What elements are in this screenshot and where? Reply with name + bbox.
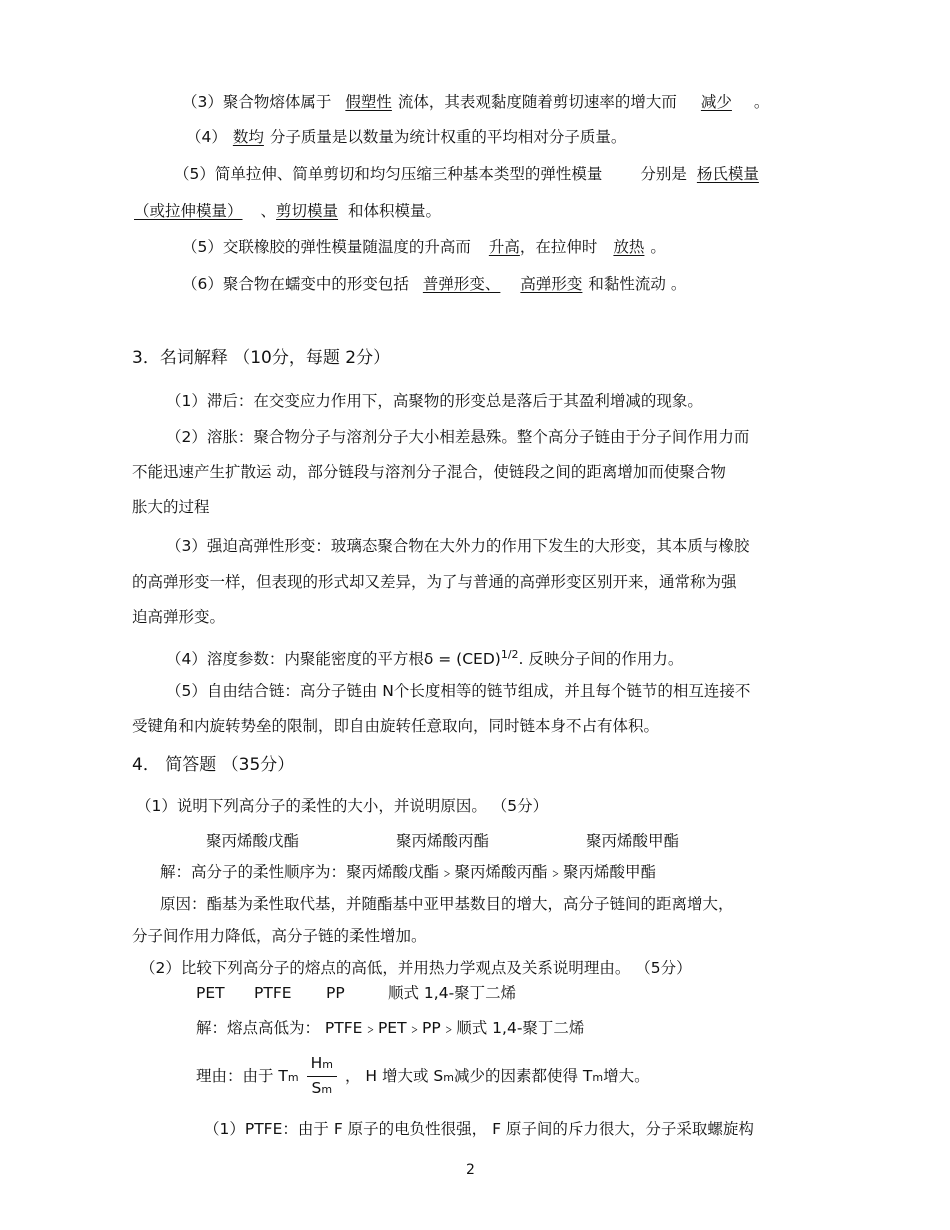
answer-blank: （或拉伸模量） — [134, 202, 243, 220]
definition-2-line-3: 胀大的过程 — [132, 498, 210, 516]
definition-3-line-1: （3）强迫高弹性形变：玻璃态聚合物在大外力的作用下发生的大形变，其本质与橡胶 — [166, 537, 750, 555]
answer-blank: 剪切模量 — [276, 202, 339, 220]
q1-item: 聚丙烯酸戊酯 — [206, 832, 300, 850]
definition-3-line-3: 迫高弹形变。 — [132, 608, 226, 626]
q2-item: PP — [326, 984, 345, 1002]
answer-blank: 杨氏模量 — [696, 165, 759, 183]
fill-line-5c: （5）交联橡胶的弹性模量随温度的升高而 升高，在拉伸时 放热 。 — [182, 238, 666, 256]
fill-line-4: （4） 数均 分子质量是以数量为统计权重的平均相对分子质量。 — [186, 128, 627, 146]
definition-2-line-1: （2）溶胀：聚合物分子与溶剂分子大小相差悬殊。整个高分子链由于分子间作用力而 — [166, 428, 750, 446]
fill-line-5b: （或拉伸模量） 、剪切模量 和体积模量。 — [134, 202, 442, 220]
answer-blank: 放热 — [613, 238, 645, 256]
question-2: （2）比较下列高分子的熔点的高低，并用热力学观点及关系说明理由。 （5分） — [140, 959, 692, 977]
definition-4: （4）溶度参数：内聚能密度的平方根δ = (CED)$^{1/2}$. 反映分子间的作用力。 — [166, 648, 684, 668]
section-4-heading: 4． 简答题 （35分） — [132, 755, 295, 775]
q2-answer: 解：熔点高低为： PTFE﹥PET﹥PP﹥顺式 1,4-聚丁二烯 — [196, 1019, 585, 1037]
melting-point-fraction: $\frac{Hm}{Sm}$ — [307, 1052, 337, 1101]
definition-1: （1）滞后：在交变应力作用下，高聚物的形变总是落后于其盈利增减的现象。 — [166, 392, 703, 410]
question-1: （1）说明下列高分子的柔性的大小，并说明原因。 （5分） — [136, 797, 549, 815]
section-3-heading: 3．名词解释 （10分，每题 2分） — [132, 348, 391, 368]
answer-blank: 假塑性 — [345, 93, 392, 111]
answer-blank: 升高 — [488, 238, 520, 256]
answer-blank: 高弹形变 — [520, 275, 583, 293]
q1-reason-line-1: 原因：酯基为柔性取代基，并随酯基中亚甲基数目的增大，高分子链间的距离增大， — [160, 895, 734, 913]
definition-2-line-2: 不能迅速产生扩散运 动，部分链段与溶剂分子混合，使链段之间的距离增加而使聚合物 — [132, 463, 726, 481]
q1-item: 聚丙烯酸甲酯 — [586, 832, 680, 850]
definition-5-line-1: （5）自由结合链：高分子链由 N个长度相等的链节组成，并且每个链节的相互连接不 — [166, 682, 751, 700]
fill-line-6: （6）聚合物在蠕变中的形变包括 普弹形变、 高弹形变 和黏性流动 。 — [182, 275, 687, 293]
q1-item: 聚丙烯酸丙酯 — [396, 832, 490, 850]
fill-line-5a: （5）简单拉伸、简单剪切和均匀压缩三种基本类型的弹性模量 分别是 杨氏模量 — [174, 165, 759, 183]
answer-blank: 数均 — [232, 128, 264, 146]
q2-item: PET — [196, 984, 225, 1002]
q1-answer: 解：高分子的柔性顺序为：聚丙烯酸戊酯﹥聚丙烯酸丙酯﹥聚丙烯酸甲酯 — [160, 863, 657, 881]
q2-reason-formula: 理由：由于 Tm $\frac{Hm}{Sm}$ ， H 增大或 Sm减少的因素都使得 Tm增大。 — [196, 1052, 650, 1101]
q1-reason-line-2: 分子间作用力降低，高分子链的柔性增加。 — [132, 927, 427, 945]
answer-blank: 普弹形变、 — [422, 275, 501, 293]
q2-point-1: （1）PTFE：由于 F 原子的电负性很强， F 原子间的斥力很大，分子采取螺旋构 — [204, 1120, 754, 1138]
definition-3-line-2: 的高弹形变一样，但表现的形式却又差异，为了与普通的高弹形变区别开来，通常称为强 — [132, 573, 737, 591]
definition-5-line-2: 受键角和内旋转势垒的限制，即自由旋转任意取向，同时链本身不占有体积。 — [132, 717, 660, 735]
q2-item: 顺式 1,4-聚丁二烯 — [388, 984, 517, 1002]
page-number: 2 — [466, 1162, 475, 1178]
answer-blank: 减少 — [700, 93, 732, 111]
q2-item: PTFE — [254, 984, 292, 1002]
fill-line-3: （3）聚合物熔体属于 假塑性 流体，其表观黏度随着剪切速率的增大而 减少 。 — [182, 93, 770, 111]
